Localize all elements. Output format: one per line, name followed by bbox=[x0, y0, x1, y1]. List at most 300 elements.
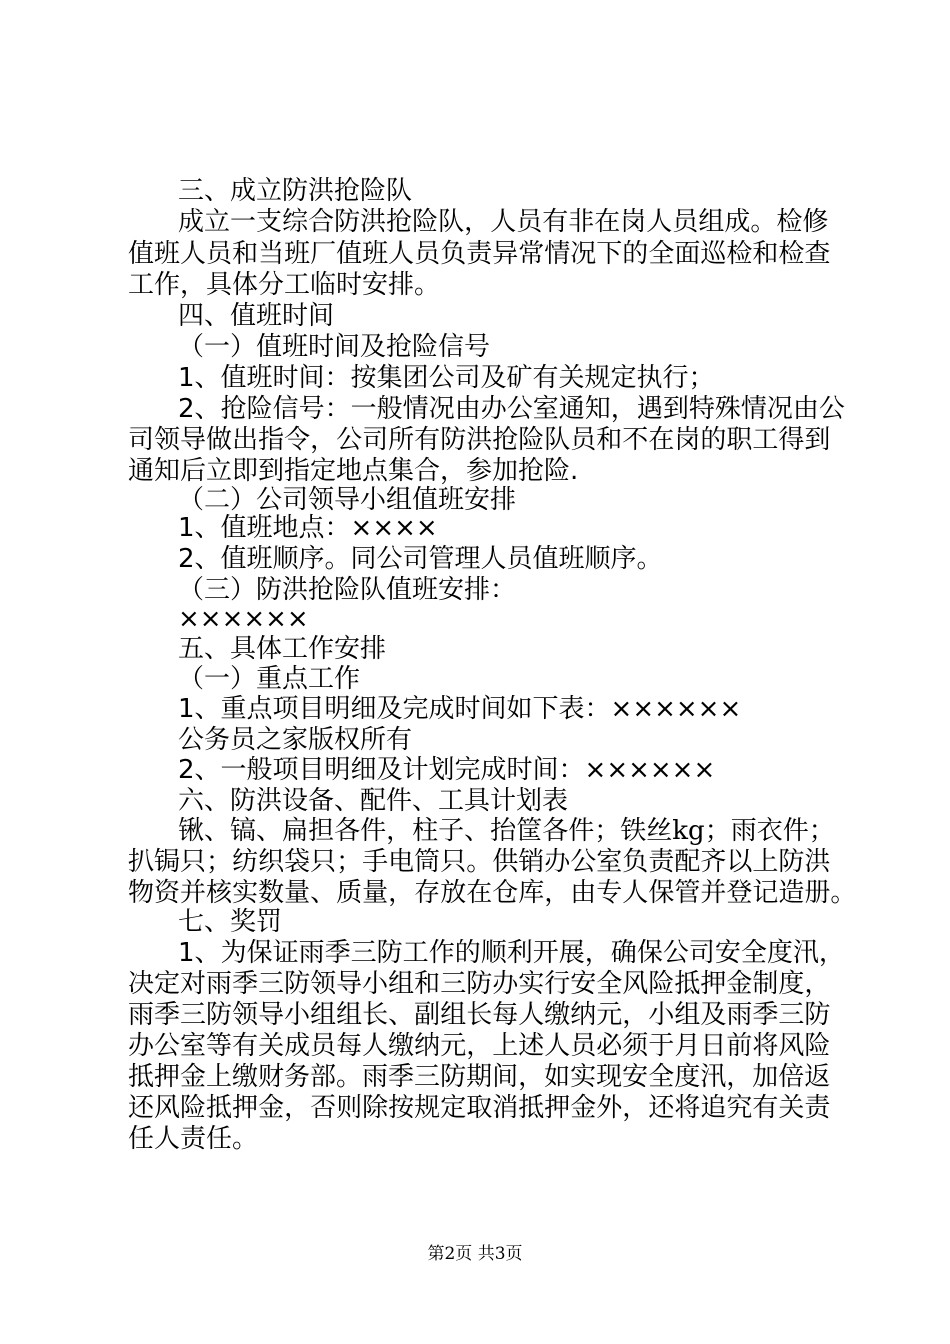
glyph: 记 bbox=[752, 878, 779, 908]
glyph: 组 bbox=[674, 1000, 701, 1030]
glyph: 各 bbox=[334, 816, 361, 846]
glyph: 小 bbox=[284, 1000, 311, 1030]
list-item: 1、重点项目明细及完成时间如下表：×××××× bbox=[178, 694, 742, 724]
glyph: 办 bbox=[128, 1031, 155, 1061]
glyph: 缴 bbox=[544, 1000, 571, 1030]
glyph: 季 bbox=[154, 1000, 181, 1030]
glyph: 立 bbox=[204, 207, 231, 237]
glyph: 月 bbox=[674, 1031, 701, 1061]
glyph: 人 bbox=[544, 1031, 571, 1061]
glyph: 季 bbox=[388, 1062, 415, 1092]
glyph: 全 bbox=[596, 969, 623, 999]
glyph: 况 bbox=[766, 394, 793, 424]
glyph: 办 bbox=[492, 969, 519, 999]
glyph: 公 bbox=[336, 425, 363, 455]
glyph: 险 bbox=[648, 969, 675, 999]
glyph: 取 bbox=[466, 1093, 493, 1123]
glyph: 人 bbox=[388, 239, 415, 269]
glyph: 以 bbox=[726, 847, 753, 877]
glyph: 班 bbox=[284, 239, 311, 269]
glyph: 和 bbox=[232, 239, 259, 269]
glyph: 担 bbox=[308, 816, 335, 846]
glyph: 消 bbox=[492, 1093, 519, 1123]
glyph: 全 bbox=[648, 1062, 675, 1092]
glyph: 一 bbox=[230, 207, 257, 237]
glyph: 下 bbox=[596, 239, 623, 269]
glyph: 到 bbox=[804, 425, 831, 455]
glyph: 只 bbox=[180, 847, 207, 877]
glyph: 防 bbox=[466, 969, 493, 999]
glyph: 厂 bbox=[310, 239, 337, 269]
glyph: 供 bbox=[492, 847, 519, 877]
glyph: 值 bbox=[336, 239, 363, 269]
glyph: ： bbox=[324, 394, 351, 424]
glyph: 得 bbox=[778, 425, 805, 455]
glyph: ， bbox=[518, 1062, 545, 1092]
glyph: 物 bbox=[128, 878, 155, 908]
glyph: 风 bbox=[778, 1031, 805, 1061]
glyph: 只 bbox=[440, 847, 467, 877]
glyph: 册 bbox=[804, 878, 831, 908]
glyph: 殊 bbox=[714, 394, 741, 424]
page-footer: 第2页 共3页 bbox=[427, 1244, 523, 1264]
glyph: 作 bbox=[428, 938, 455, 968]
paragraph-line bbox=[128, 1031, 831, 1061]
glyph: ， bbox=[544, 878, 571, 908]
glyph: 组 bbox=[440, 1000, 467, 1030]
glyph: 班 bbox=[362, 239, 389, 269]
glyph: 、 bbox=[194, 394, 221, 424]
heading-3: 三、成立防洪抢险队 bbox=[178, 176, 413, 206]
glyph: ， bbox=[622, 1000, 649, 1030]
glyph: 般 bbox=[376, 394, 403, 424]
glyph: 三 bbox=[180, 1000, 207, 1030]
glyph: 责 bbox=[466, 239, 493, 269]
glyph: 不 bbox=[622, 425, 649, 455]
glyph: 和 bbox=[596, 425, 623, 455]
glyph: 行 bbox=[544, 969, 571, 999]
glyph: 保 bbox=[648, 878, 675, 908]
glyph: 公 bbox=[154, 1031, 181, 1061]
glyph: 丝 bbox=[646, 816, 673, 846]
glyph: 风 bbox=[622, 969, 649, 999]
glyph: 合 bbox=[308, 207, 335, 237]
glyph: 现 bbox=[596, 1062, 623, 1092]
glyph: 雨 bbox=[362, 1062, 389, 1092]
glyph: 、 bbox=[310, 878, 337, 908]
paragraph-line bbox=[128, 969, 831, 999]
glyph: 副 bbox=[414, 1000, 441, 1030]
glyph: 究 bbox=[726, 1093, 753, 1123]
glyph: 定 bbox=[440, 1093, 467, 1123]
glyph: 面 bbox=[674, 239, 701, 269]
glyph: 铁 bbox=[620, 816, 647, 846]
glyph: 每 bbox=[336, 1031, 363, 1061]
glyph: 开 bbox=[532, 938, 559, 968]
heading-7: 七、奖罚 bbox=[178, 907, 283, 937]
glyph: 人 bbox=[646, 207, 673, 237]
glyph: 公 bbox=[662, 938, 689, 968]
glyph: 责 bbox=[648, 847, 675, 877]
paragraph-line: 任人责任。 bbox=[128, 1124, 259, 1154]
glyph: 防 bbox=[376, 938, 403, 968]
glyph: 员 bbox=[570, 1031, 597, 1061]
glyph: 每 bbox=[492, 1000, 519, 1030]
glyph: 件 bbox=[360, 816, 387, 846]
glyph: 所 bbox=[388, 425, 415, 455]
glyph: 组 bbox=[388, 969, 415, 999]
glyph: 子 bbox=[438, 816, 465, 846]
glyph: 件 bbox=[568, 816, 595, 846]
glyph: 成 bbox=[178, 207, 205, 237]
glyph: 的 bbox=[454, 938, 481, 968]
paragraph-line bbox=[128, 1062, 831, 1092]
glyph: 追 bbox=[700, 1093, 727, 1123]
glyph: 导 bbox=[180, 425, 207, 455]
paragraph-line bbox=[178, 938, 845, 968]
glyph: 。 bbox=[830, 878, 857, 908]
glyph: 抵 bbox=[674, 969, 701, 999]
glyph: 雨 bbox=[206, 969, 233, 999]
glyph: 安 bbox=[714, 938, 741, 968]
glyph: 险 bbox=[246, 394, 273, 424]
glyph: ， bbox=[284, 1093, 311, 1123]
glyph: 间 bbox=[492, 1062, 519, 1092]
glyph: ； bbox=[336, 847, 363, 877]
glyph: 雨 bbox=[730, 816, 757, 846]
glyph: 组 bbox=[336, 1000, 363, 1030]
glyph: 领 bbox=[310, 969, 337, 999]
glyph: 度 bbox=[674, 1062, 701, 1092]
glyph: 汛 bbox=[792, 938, 819, 968]
glyph: 抵 bbox=[518, 1093, 545, 1123]
glyph: 定 bbox=[154, 969, 181, 999]
glyph: 锔 bbox=[154, 847, 181, 877]
glyph: 上 bbox=[752, 847, 779, 877]
glyph: 放 bbox=[440, 878, 467, 908]
glyph: 长 bbox=[466, 1000, 493, 1030]
glyph: 有 bbox=[414, 425, 441, 455]
glyph: 展 bbox=[558, 938, 585, 968]
glyph: 季 bbox=[752, 1000, 779, 1030]
glyph: 抢 bbox=[492, 425, 519, 455]
glyph: 柱 bbox=[412, 816, 439, 846]
glyph: 质 bbox=[336, 878, 363, 908]
glyph: 知 bbox=[584, 394, 611, 424]
paragraph-line bbox=[128, 1093, 831, 1123]
glyph: 汛 bbox=[700, 1062, 727, 1092]
glyph: 险 bbox=[804, 1031, 831, 1061]
glyph: ， bbox=[464, 207, 491, 237]
glyph: 室 bbox=[532, 394, 559, 424]
glyph: 领 bbox=[232, 1000, 259, 1030]
glyph: 负 bbox=[622, 847, 649, 877]
paragraph-segment-bold: 抵押金上缴财务部。 bbox=[128, 1062, 363, 1092]
subheading: （三）防洪抢险队值班安排： bbox=[178, 575, 517, 605]
glyph: 纳 bbox=[414, 1031, 441, 1061]
glyph: 人 bbox=[362, 1031, 389, 1061]
paragraph-line: 通知后立即到指定地点集合，参加抢险. bbox=[128, 456, 579, 486]
glyph: 令 bbox=[284, 425, 311, 455]
glyph: 须 bbox=[622, 1031, 649, 1061]
heading-4: 四、值班时间 bbox=[178, 301, 335, 331]
glyph: ， bbox=[726, 1062, 753, 1092]
glyph: 险 bbox=[180, 1093, 207, 1123]
glyph: 袋 bbox=[284, 847, 311, 877]
glyph: 到 bbox=[662, 394, 689, 424]
glyph: 还 bbox=[128, 1093, 155, 1123]
glyph: 员 bbox=[206, 239, 233, 269]
list-item-text: 同公司管理人员值班顺序。 bbox=[350, 544, 663, 574]
paragraph-line bbox=[128, 1000, 831, 1030]
glyph: 导 bbox=[258, 1000, 285, 1030]
glyph: 人 bbox=[518, 1000, 545, 1030]
glyph: 返 bbox=[804, 1062, 831, 1092]
glyph: 有 bbox=[542, 207, 569, 237]
glyph: 司 bbox=[128, 425, 155, 455]
glyph: 情 bbox=[402, 394, 429, 424]
glyph: 防 bbox=[440, 425, 467, 455]
glyph: ； bbox=[704, 816, 731, 846]
glyph: 并 bbox=[180, 878, 207, 908]
glyph: 防 bbox=[334, 207, 361, 237]
glyph: 关 bbox=[258, 1031, 285, 1061]
glyph: 决 bbox=[128, 969, 155, 999]
glyph: 领 bbox=[154, 425, 181, 455]
glyph: 洪 bbox=[466, 425, 493, 455]
glyph: 司 bbox=[362, 425, 389, 455]
glyph: 有 bbox=[232, 1031, 259, 1061]
glyph: 顺 bbox=[480, 938, 507, 968]
glyph: 齐 bbox=[700, 847, 727, 877]
heading-6: 六、防洪设备、配件、工具计划表 bbox=[178, 786, 569, 816]
glyph: 仓 bbox=[492, 878, 519, 908]
glyph: 纺 bbox=[232, 847, 259, 877]
glyph: 在 bbox=[648, 425, 675, 455]
glyph: 成 bbox=[284, 1031, 311, 1061]
subheading: （一）重点工作 bbox=[178, 664, 361, 694]
subheading: （一）值班时间及抢险信号 bbox=[178, 332, 491, 362]
glyph: 在 bbox=[594, 207, 621, 237]
glyph: 检 bbox=[778, 239, 805, 269]
glyph: 扒 bbox=[128, 847, 155, 877]
glyph: 防 bbox=[440, 1062, 467, 1092]
glyph: 纳 bbox=[570, 1000, 597, 1030]
glyph: 在 bbox=[466, 878, 493, 908]
glyph: 缴 bbox=[388, 1031, 415, 1061]
paragraph-line bbox=[128, 878, 857, 908]
glyph: 数 bbox=[258, 878, 285, 908]
glyph: 造 bbox=[778, 878, 805, 908]
glyph: 小 bbox=[362, 969, 389, 999]
subheading: （二）公司领导小组值班安排 bbox=[178, 485, 517, 515]
glyph: 元 bbox=[596, 1000, 623, 1030]
glyph: 专 bbox=[596, 878, 623, 908]
glyph: 人 bbox=[622, 878, 649, 908]
glyph: 配 bbox=[674, 847, 701, 877]
glyph: kg bbox=[672, 816, 705, 846]
glyph: 加 bbox=[752, 1062, 779, 1092]
paragraph-line bbox=[128, 847, 831, 877]
glyph: 况 bbox=[570, 239, 597, 269]
glyph: 金 bbox=[258, 1093, 285, 1123]
glyph: 度 bbox=[778, 969, 805, 999]
glyph: 公 bbox=[570, 847, 597, 877]
glyph: 责 bbox=[804, 1093, 831, 1123]
glyph: 班 bbox=[154, 239, 181, 269]
glyph: ， bbox=[818, 938, 845, 968]
glyph: 出 bbox=[232, 425, 259, 455]
glyph: 押 bbox=[700, 969, 727, 999]
glyph: 非 bbox=[568, 207, 595, 237]
glyph: 为 bbox=[220, 938, 247, 968]
glyph: 员 bbox=[310, 1031, 337, 1061]
glyph: 各 bbox=[542, 816, 569, 846]
glyph: 司 bbox=[688, 938, 715, 968]
glyph: 当 bbox=[258, 239, 285, 269]
glyph: ； bbox=[808, 816, 835, 846]
glyph: 由 bbox=[792, 394, 819, 424]
paragraph-line: 工作，具体分工临时安排。 bbox=[128, 270, 441, 300]
glyph: 、 bbox=[194, 938, 221, 968]
glyph: 通 bbox=[558, 394, 585, 424]
glyph: 队 bbox=[438, 207, 465, 237]
glyph: 工 bbox=[402, 938, 429, 968]
glyph: 安 bbox=[622, 1062, 649, 1092]
paragraph-line bbox=[178, 816, 835, 846]
glyph: 筐 bbox=[516, 816, 543, 846]
list-item: 2、一般项目明细及计划完成时间：×××××× bbox=[178, 755, 716, 785]
glyph: 情 bbox=[740, 394, 767, 424]
glyph: 员 bbox=[516, 207, 543, 237]
glyph: 、 bbox=[464, 816, 491, 846]
glyph: 的 bbox=[622, 239, 649, 269]
glyph: 则 bbox=[336, 1093, 363, 1123]
glyph: 号 bbox=[298, 394, 325, 424]
glyph: 电 bbox=[388, 847, 415, 877]
glyph: 巡 bbox=[700, 239, 727, 269]
glyph: 。 bbox=[466, 847, 493, 877]
glyph: 安 bbox=[570, 969, 597, 999]
paragraph-segment bbox=[362, 1062, 830, 1092]
glyph: 综 bbox=[282, 207, 309, 237]
glyph: 信 bbox=[272, 394, 299, 424]
glyph: ； bbox=[206, 847, 233, 877]
glyph: 1 bbox=[178, 938, 195, 968]
glyph: 前 bbox=[726, 1031, 753, 1061]
glyph: 员 bbox=[570, 425, 597, 455]
glyph: 办 bbox=[480, 394, 507, 424]
glyph: 支 bbox=[256, 207, 283, 237]
glyph: 抵 bbox=[206, 1093, 233, 1123]
glyph: 织 bbox=[258, 847, 285, 877]
glyph: 关 bbox=[778, 1093, 805, 1123]
glyph: 风 bbox=[154, 1093, 181, 1123]
glyph: 人 bbox=[490, 207, 517, 237]
glyph: 检 bbox=[726, 239, 753, 269]
glyph: 员 bbox=[414, 239, 441, 269]
glyph: 险 bbox=[412, 207, 439, 237]
glyph: 队 bbox=[544, 425, 571, 455]
glyph: 存 bbox=[414, 878, 441, 908]
paragraph-line bbox=[128, 425, 831, 455]
glyph: 查 bbox=[804, 239, 831, 269]
glyph: 修 bbox=[802, 207, 829, 237]
glyph: 除 bbox=[362, 1093, 389, 1123]
list-item: 1、值班时间：按集团公司及矿有关规定执行； bbox=[178, 363, 715, 393]
glyph: 公 bbox=[506, 394, 533, 424]
glyph: 小 bbox=[648, 1000, 675, 1030]
glyph: 情 bbox=[544, 239, 571, 269]
glyph: 办 bbox=[544, 847, 571, 877]
glyph: 期 bbox=[466, 1062, 493, 1092]
glyph: 手 bbox=[362, 847, 389, 877]
glyph: 员 bbox=[672, 207, 699, 237]
glyph: 组 bbox=[310, 1000, 337, 1030]
glyph: 检 bbox=[776, 207, 803, 237]
glyph: 由 bbox=[570, 878, 597, 908]
glyph: 只 bbox=[310, 847, 337, 877]
glyph: 雨 bbox=[298, 938, 325, 968]
glyph: ， bbox=[466, 1031, 493, 1061]
glyph: 押 bbox=[232, 1093, 259, 1123]
list-item-label: 2、值班顺序。 bbox=[178, 544, 351, 574]
glyph: 管 bbox=[674, 878, 701, 908]
glyph: 成 bbox=[724, 207, 751, 237]
watermark-text: 公务员之家版权所有 bbox=[178, 725, 413, 755]
glyph: 制 bbox=[752, 969, 779, 999]
glyph: 上 bbox=[492, 1031, 519, 1061]
glyph: 特 bbox=[688, 394, 715, 424]
glyph: 押 bbox=[544, 1093, 571, 1123]
glyph: 实 bbox=[232, 878, 259, 908]
glyph: ， bbox=[610, 394, 637, 424]
glyph: 、 bbox=[204, 816, 231, 846]
glyph: 人 bbox=[180, 239, 207, 269]
glyph: 岗 bbox=[674, 425, 701, 455]
glyph: 件 bbox=[782, 816, 809, 846]
glyph: 和 bbox=[752, 239, 779, 269]
glyph: 等 bbox=[206, 1031, 233, 1061]
glyph: 有 bbox=[752, 1093, 779, 1123]
glyph: 。 bbox=[750, 207, 777, 237]
glyph: 导 bbox=[336, 969, 363, 999]
glyph: 销 bbox=[518, 847, 545, 877]
glyph: 负 bbox=[440, 239, 467, 269]
glyph: 量 bbox=[284, 878, 311, 908]
glyph: 工 bbox=[752, 425, 779, 455]
glyph: 于 bbox=[648, 1031, 675, 1061]
glyph: 金 bbox=[726, 969, 753, 999]
glyph: ， bbox=[584, 938, 611, 968]
glyph: ， bbox=[622, 1093, 649, 1123]
glyph: 规 bbox=[414, 1093, 441, 1123]
glyph: 岗 bbox=[620, 207, 647, 237]
glyph: 雨 bbox=[128, 1000, 155, 1030]
list-item bbox=[178, 394, 845, 424]
glyph: 全 bbox=[648, 239, 675, 269]
glyph: 和 bbox=[414, 969, 441, 999]
glyph: 常 bbox=[518, 239, 545, 269]
glyph: 及 bbox=[700, 1000, 727, 1030]
glyph: 由 bbox=[454, 394, 481, 424]
glyph: 日 bbox=[700, 1031, 727, 1061]
glyph: 险 bbox=[518, 425, 545, 455]
glyph: 资 bbox=[154, 878, 181, 908]
glyph: 一 bbox=[350, 394, 377, 424]
glyph: 衣 bbox=[756, 816, 783, 846]
glyph: 元 bbox=[440, 1031, 467, 1061]
